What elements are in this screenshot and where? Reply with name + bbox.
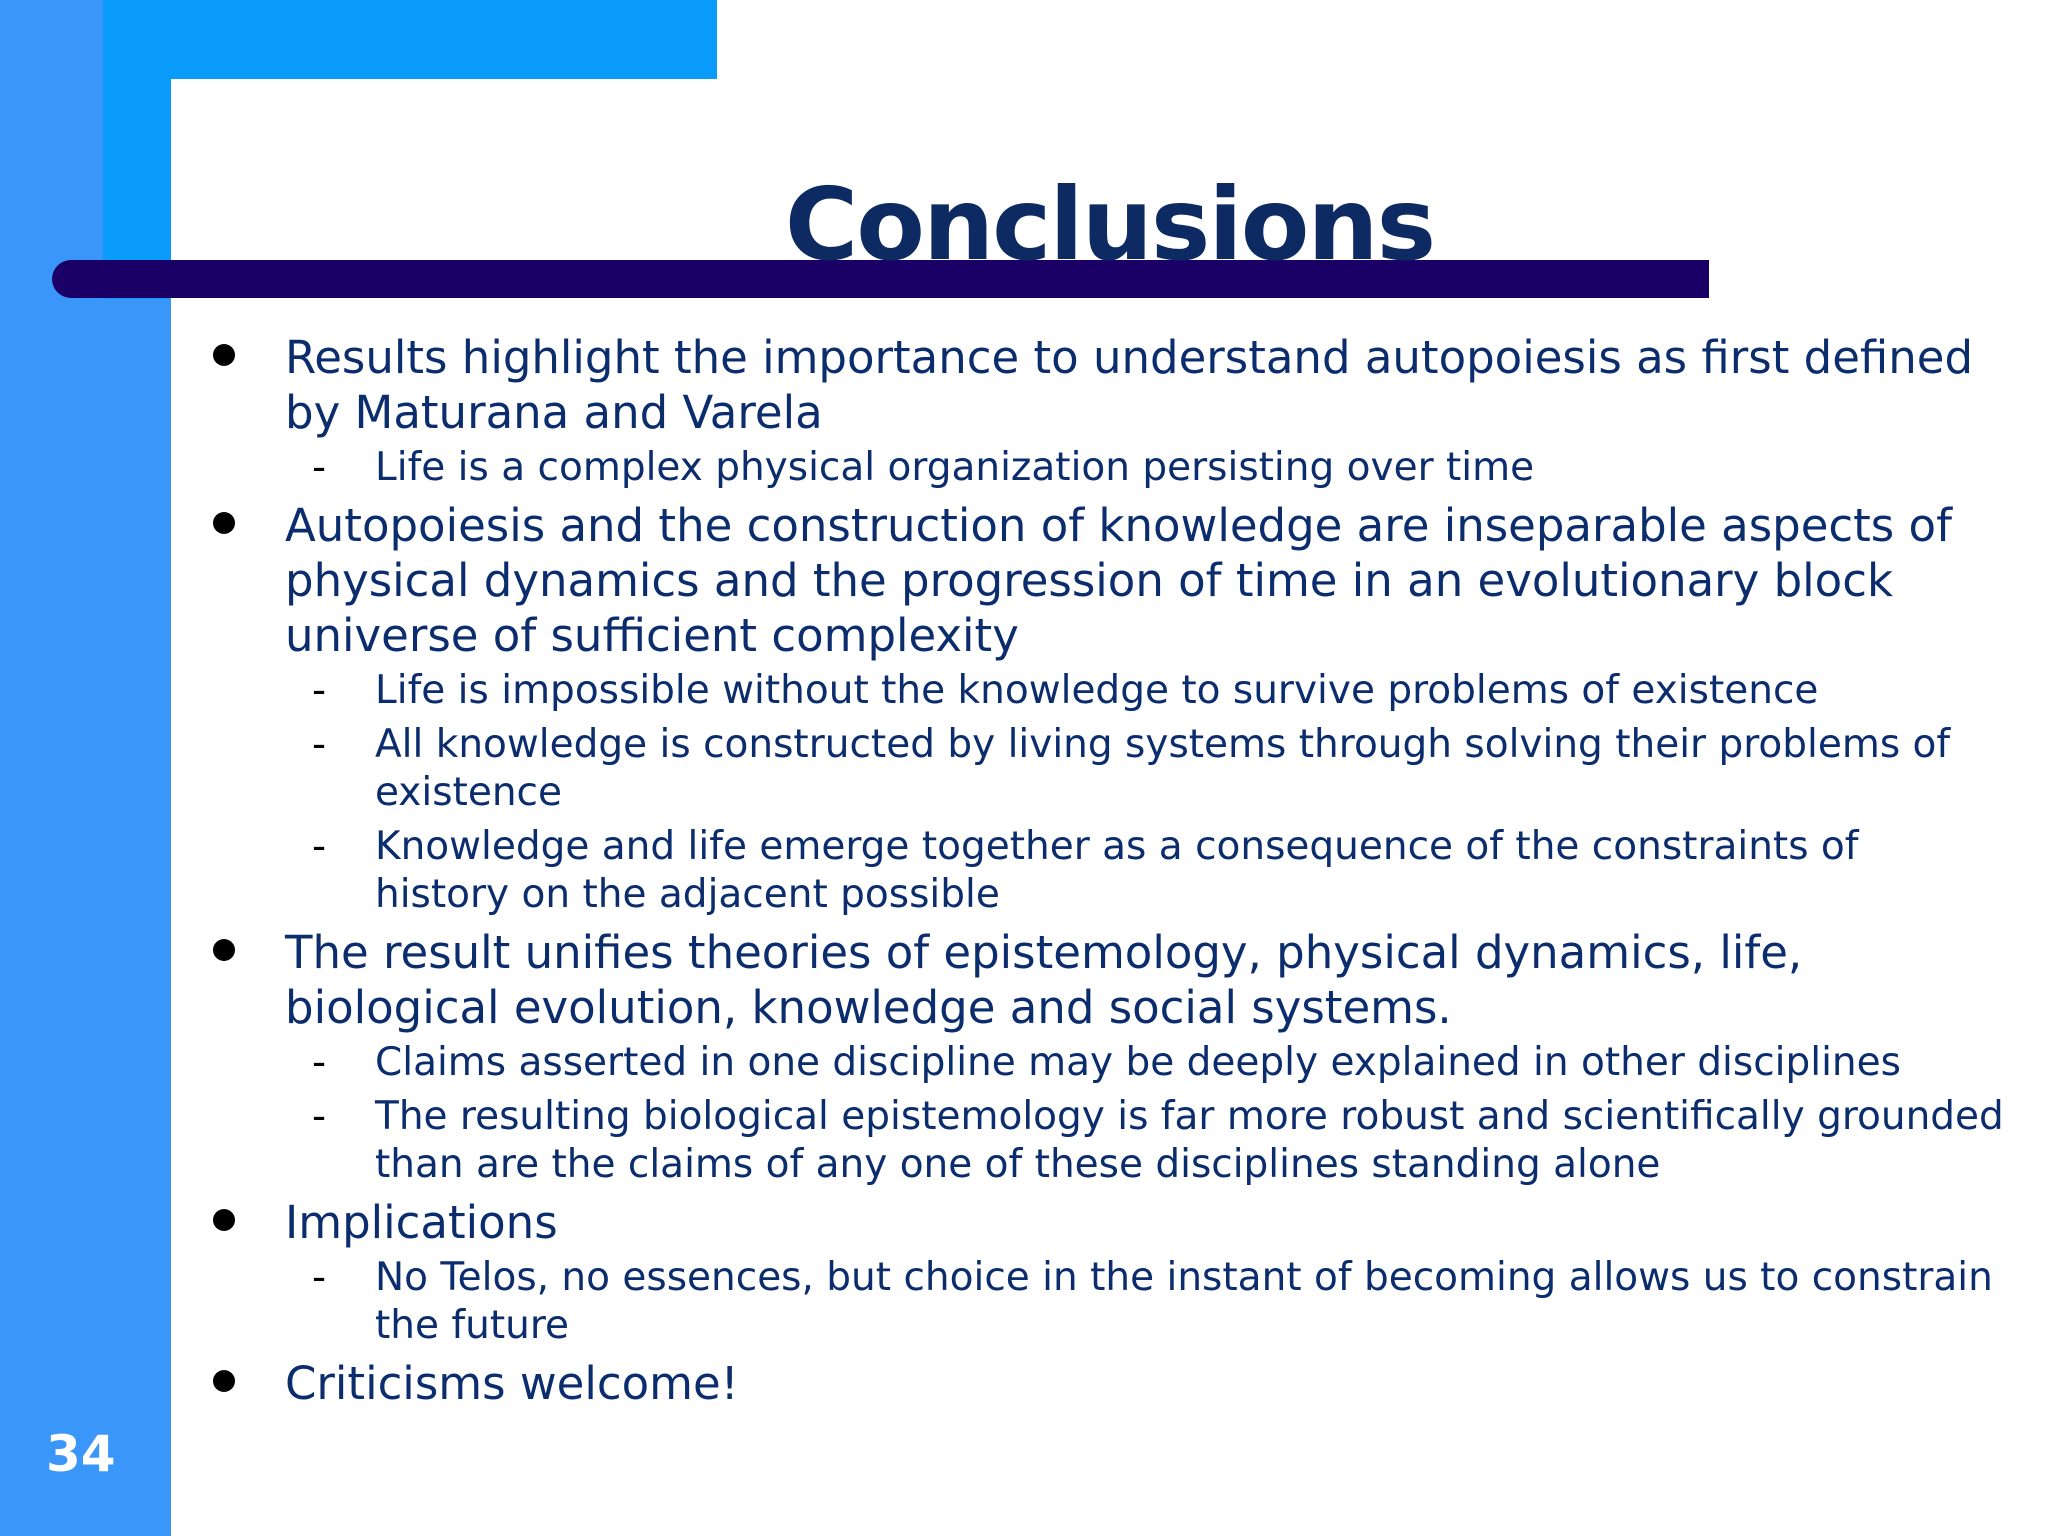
sub-bullet-text: Life is a complex physical organization persisting over time: [375, 445, 1535, 490]
bullet-list: [205, 330, 2005, 1413]
bullet-dot-icon: [213, 1370, 235, 1392]
bullet-dot-icon: [213, 1209, 235, 1231]
bullet-dot-icon: [213, 344, 235, 366]
sub-bullet-item: [205, 1254, 2005, 1350]
sub-bullet-text: All knowledge is constructed by living systems through solving their problems of existence: [375, 722, 1951, 815]
bullet-item: [205, 1356, 2005, 1411]
sub-bullet-text: Knowledge and life emerge together as a consequence of the constraints of history on the adjacent possible: [375, 824, 1859, 917]
sub-bullet-item: [205, 1093, 2005, 1189]
dash-icon: -: [312, 1040, 327, 1085]
dash-icon: -: [312, 1255, 327, 1300]
sub-bullet-item: [205, 823, 2005, 919]
sub-bullet-item: [205, 444, 2005, 492]
top-accent-band: [103, 0, 717, 79]
bullet-text: Results highlight the importance to understand autopoiesis as first defined by Maturana and Varela: [285, 331, 1974, 439]
sub-bullet-item: [205, 667, 2005, 715]
sub-bullet-text: No Telos, no essences, but choice in the instant of becoming allows us to constrain the future: [375, 1255, 1993, 1348]
sub-bullet-text: The resulting biological epistemology is far more robust and scientifically grounded than are the claims of any one of these disciplines standing alone: [375, 1094, 2004, 1187]
bullet-text: Implications: [285, 1196, 558, 1249]
dash-icon: -: [312, 1094, 327, 1139]
bullet-dot-icon: [213, 512, 235, 534]
bullet-dot-icon: [213, 939, 235, 961]
bullet-text: The result unifies theories of epistemology, physical dynamics, life, biological evolution, knowledge and social systems.: [285, 926, 1803, 1034]
slide-title: Conclusions: [784, 166, 1435, 283]
dash-icon: -: [312, 445, 327, 490]
sub-bullet-item: [205, 721, 2005, 817]
bullet-text: Criticisms welcome!: [285, 1357, 739, 1410]
bullet-item: [205, 498, 2005, 663]
slide-number: 34: [46, 1425, 116, 1483]
dash-icon: -: [312, 722, 327, 767]
bullet-item: [205, 925, 2005, 1035]
bullet-text: Autopoiesis and the construction of knowledge are inseparable aspects of physical dynamics and the progression of time in an evolutionary block universe of sufficient complexity: [285, 499, 1952, 662]
sub-bullet-text: Claims asserted in one discipline may be deeply explained in other disciplines: [375, 1040, 1901, 1085]
sub-bullet-item: [205, 1039, 2005, 1087]
dash-icon: -: [312, 668, 327, 713]
bullet-item: [205, 330, 2005, 440]
bullet-item: [205, 1195, 2005, 1250]
dash-icon: -: [312, 824, 327, 869]
sub-bullet-text: Life is impossible without the knowledge to survive problems of existence: [375, 668, 1819, 713]
